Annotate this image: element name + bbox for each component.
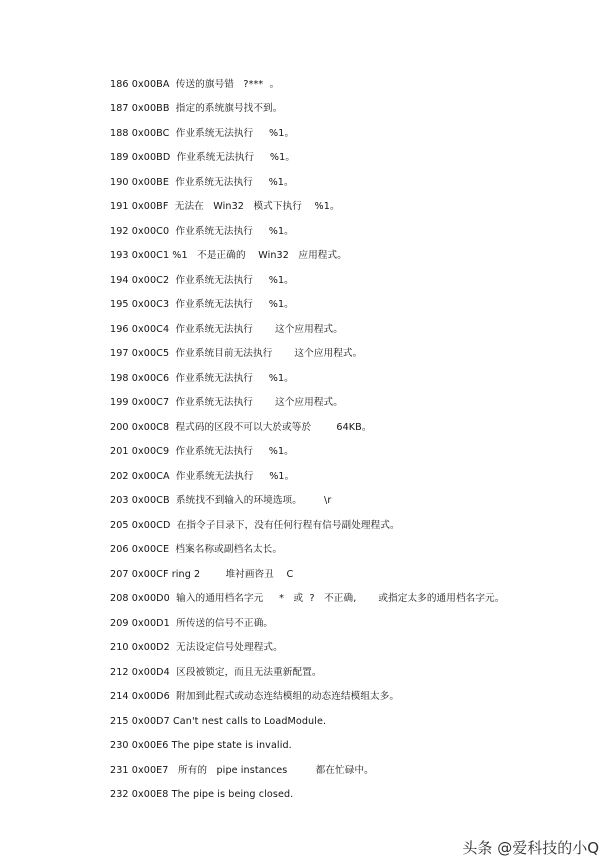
error-code-line: 201 0x00C9 作业系统无法执行 %1。: [110, 446, 294, 457]
error-code-line: 214 0x00D6 附加到此程式或动态连结模组的动态连结模组太多。: [110, 691, 400, 702]
error-code-line: 207 0x00CF ring 2 堆衬画咨丑 C: [110, 569, 294, 580]
error-code-line: 212 0x00D4 区段被锁定，而且无法重新配置。: [110, 667, 322, 678]
error-code-line: 197 0x00C5 作业系统目前无法执行 这个应用程式。: [110, 348, 363, 359]
error-code-line: 195 0x00C3 作业系统无法执行 %1。: [110, 299, 294, 310]
error-code-line: 205 0x00CD 在指令子目录下，没有任何行程有信号副处理程式。: [110, 520, 400, 531]
error-code-line: 215 0x00D7 Can't nest calls to LoadModule.: [110, 716, 327, 727]
error-code-line: 232 0x00E8 The pipe is being closed.: [110, 789, 294, 800]
watermark: 头条 @爱科技的小Q: [462, 839, 599, 857]
error-code-line: 191 0x00BF 无法在 Win32 模式下执行 %1。: [110, 201, 340, 212]
error-code-line: 194 0x00C2 作业系统无法执行 %1。: [110, 275, 294, 286]
error-code-line: 187 0x00BB 指定的系统旗号找不到。: [110, 103, 283, 114]
error-code-line: 208 0x00D0 输入的通用档名字元 * 或 ? 不正确, 或指定太多的通用档名字元。: [110, 593, 505, 604]
error-code-line: 202 0x00CA 作业系统无法执行 %1。: [110, 471, 295, 482]
error-code-line: 192 0x00C0 作业系统无法执行 %1。: [110, 226, 294, 237]
error-code-line: 188 0x00BC 作业系统无法执行 %1。: [110, 128, 295, 139]
error-code-line: 200 0x00C8 程式码的区段不可以大於或等於 64KB。: [110, 422, 372, 433]
error-code-line: 193 0x00C1 %1 不是正确的 Win32 应用程式。: [110, 250, 347, 261]
error-code-line: 209 0x00D1 所传送的信号不正确。: [110, 618, 274, 629]
error-code-line: 189 0x00BD 作业系统无法执行 %1。: [110, 152, 296, 163]
error-code-line: 186 0x00BA 传送的旗号错 ?*** 。: [110, 79, 280, 90]
error-code-line: 203 0x00CB 系统找不到输入的环境选项。 \r: [110, 495, 332, 506]
error-code-line: 198 0x00C6 作业系统无法执行 %1。: [110, 373, 294, 384]
error-code-line: 190 0x00BE 作业系统无法执行 %1。: [110, 177, 294, 188]
error-code-line: 206 0x00CE 档案名称或副档名太长。: [110, 544, 283, 555]
error-code-line: 230 0x00E6 The pipe state is invalid.: [110, 740, 292, 751]
error-code-line: 196 0x00C4 作业系统无法执行 这个应用程式。: [110, 324, 343, 335]
error-code-line: 210 0x00D2 无法设定信号处理程式。: [110, 642, 283, 653]
error-code-line: 199 0x00C7 作业系统无法执行 这个应用程式。: [110, 397, 343, 408]
error-code-line: 231 0x00E7 所有的 pipe instances 都在忙碌中。: [110, 765, 374, 776]
